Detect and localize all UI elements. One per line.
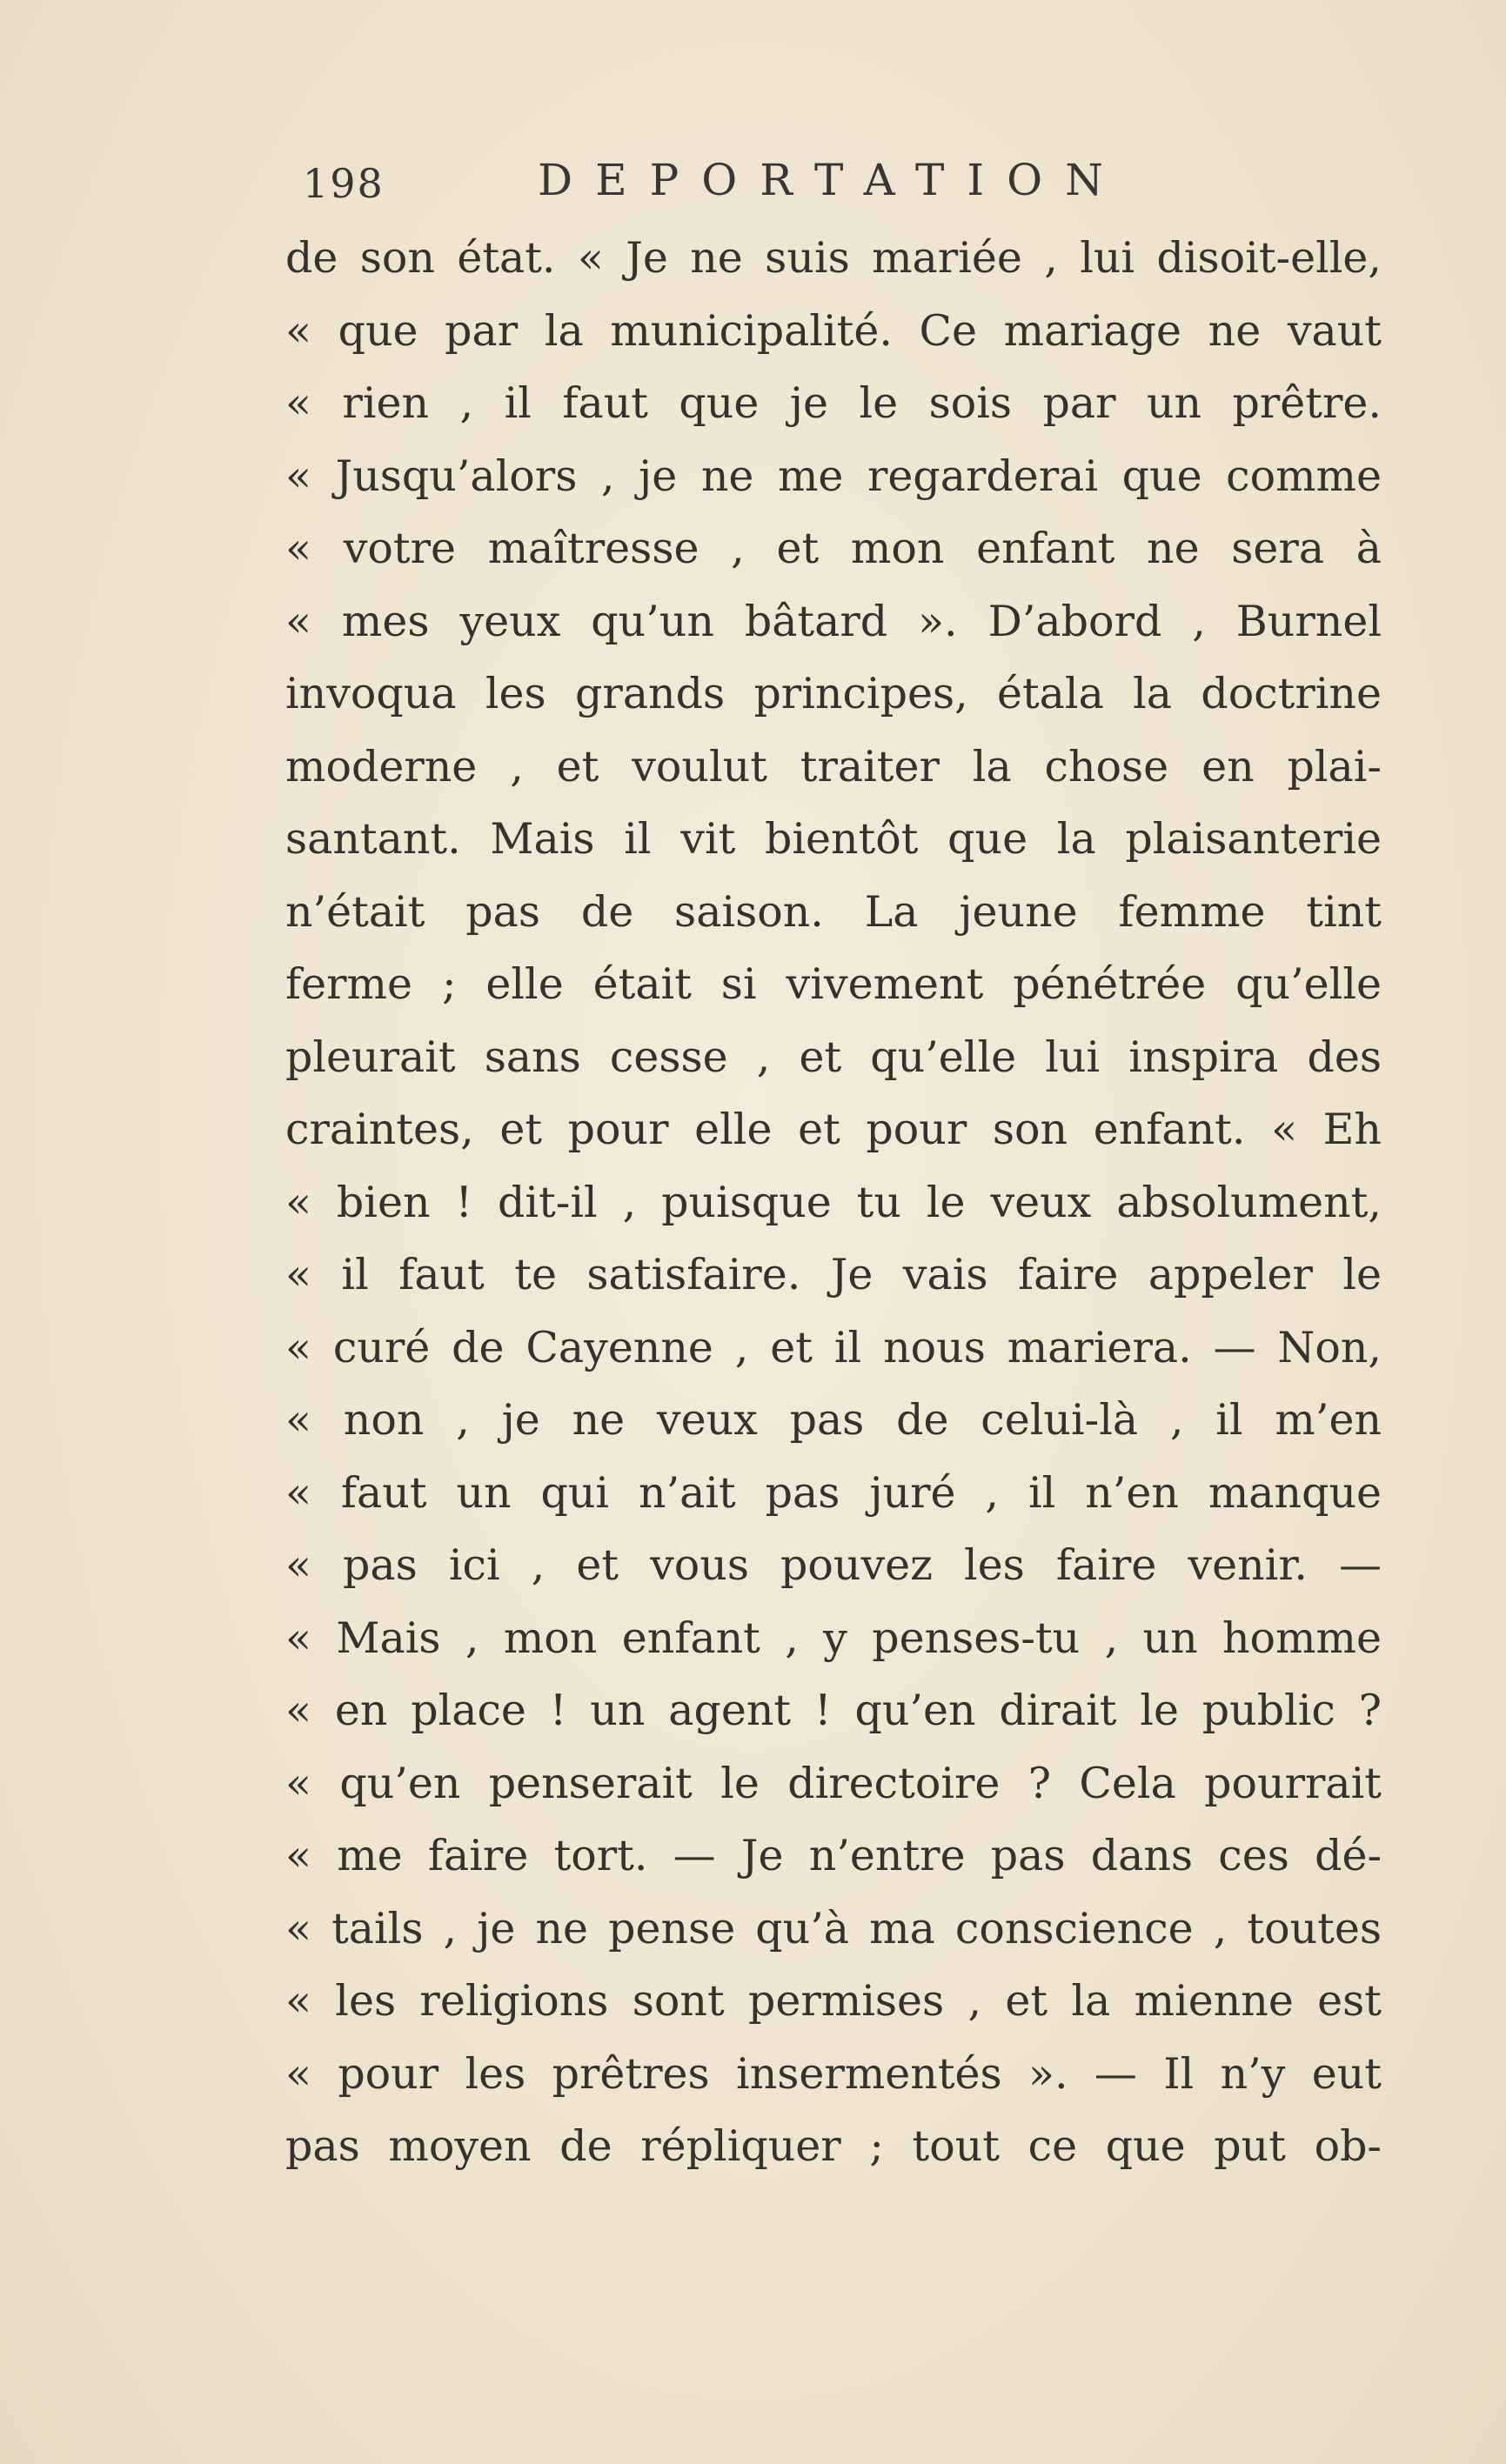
text-line: craintes, et pour elle et pour son enfant. « Eh — [285, 1105, 1382, 1154]
text-line: « pas ici , et vous pouvez les faire venir. — — [285, 1540, 1382, 1590]
text-line: « curé de Cayenne , et il nous mariera. — Non, — [285, 1322, 1382, 1372]
text-line: pas moyen de répliquer ; tout ce que put ob- — [285, 2121, 1382, 2171]
text-line: « Jusqu’alors , je ne me regarderai que comme — [285, 451, 1382, 501]
running-head: DEPORTATION — [538, 155, 1126, 205]
text-line: « votre maîtresse , et mon enfant ne sera à — [285, 524, 1382, 573]
text-line: ferme ; elle était si vivement pénétrée qu’elle — [285, 959, 1382, 1009]
text-line: n’était pas de saison. La jeune femme tint — [285, 886, 1382, 937]
body-text — [285, 222, 1382, 2183]
text-line: « que par la municipalité. Ce mariage ne vaut — [285, 305, 1382, 356]
text-line: moderne , et voulut traiter la chose en plai- — [285, 741, 1382, 791]
text-line: « il faut te satisfaire. Je vais faire appeler le — [285, 1250, 1382, 1299]
text-line: « pour les prêtres insermentés ». — Il n’y eut — [285, 2048, 1382, 2099]
page-number: 198 — [303, 160, 385, 207]
text-line: pleurait sans cesse , et qu’elle lui inspira des — [285, 1032, 1382, 1082]
text-line: « bien ! dit-il , puisque tu le veux absolument, — [285, 1177, 1382, 1227]
text-line: « mes yeux qu’un bâtard ». D’abord , Burnel — [285, 596, 1382, 646]
text-line: « rien , il faut que je le sois par un prêtre. — [285, 378, 1382, 428]
text-line: de son état. « Je ne suis mariée , lui disoit-elle, — [285, 233, 1382, 283]
text-line: « qu’en penserait le directoire ? Cela pourrait — [285, 1758, 1382, 1808]
text-line: « Mais , mon enfant , y penses-tu , un homme — [285, 1613, 1382, 1663]
text-line: « en place ! un agent ! qu’en dirait le public ? — [285, 1686, 1382, 1735]
text-line: « me faire tort. — Je n’entre pas dans ces dé- — [285, 1831, 1382, 1880]
text-line: « non , je ne veux pas de celui-là , il m’en — [285, 1395, 1382, 1445]
page-header — [303, 155, 1260, 224]
text-line: « faut un qui n’ait pas juré , il n’en manque — [285, 1467, 1382, 1518]
text-line: santant. Mais il vit bientôt que la plaisanterie — [285, 814, 1382, 864]
text-line: « les religions sont permises , et la mienne est — [285, 1976, 1382, 2026]
text-line: invoqua les grands principes, étala la doctrine — [285, 669, 1382, 718]
text-line: « tails , je ne pense qu’à ma conscience , toutes — [285, 1903, 1382, 1953]
